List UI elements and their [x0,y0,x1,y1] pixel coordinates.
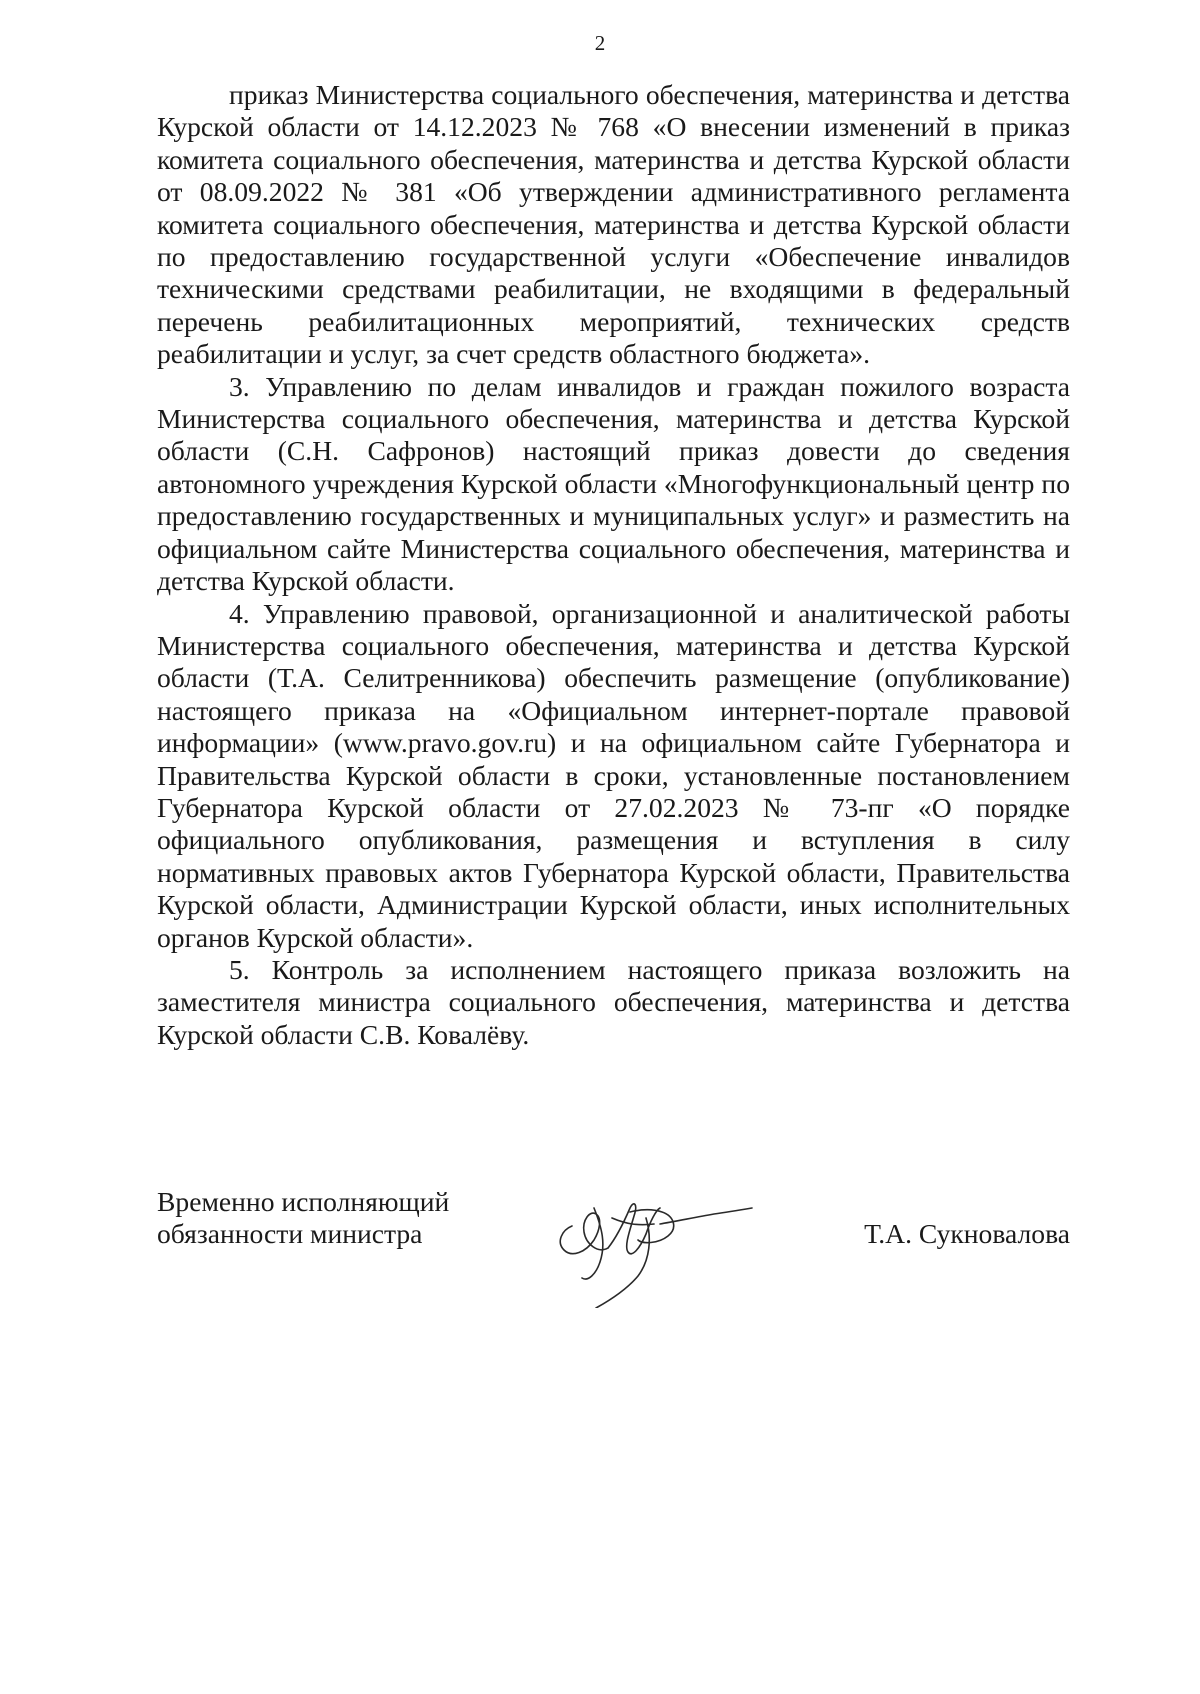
document-body [157,79,1070,1051]
signature-block [157,1186,1070,1326]
page-number: 2 [594,31,606,55]
paragraph-continuation: приказ Министерства социального обеспечения, материнства и детства Курской области от 14.12.2023 № 768 «О внесении изменений в приказ комитета социального обеспечения, материнства и детства Курской области от 08.09.2022 № 381 «Об утверждении административного регламента комитета социального обеспечения, материнства и детства Курской области по предоставлению государственной услуги «Обеспечение инвалидов техническими средствами реабилитации, не входящими в федеральный перечень реабилитационных мероприятий, технических средств реабилитации и услуг, за счет средств областного бюджета». [157,79,1070,370]
handwritten-signature [542,1178,762,1308]
signer-name: Т.А. Сукновалова [864,1218,1070,1249]
signer-title-line-2: обязанности министра [157,1218,423,1250]
paragraph-item-5: 5. Контроль за исполнением настоящего приказа возложить на заместителя министра социального обеспечения, материнства и детства Курской области С.В. Ковалёву. [157,953,1070,1050]
signer-title-line-1: Временно исполняющий [157,1186,450,1217]
signer-title [157,1186,557,1251]
paragraph-item-3: 3. Управлению по делам инвалидов и граждан пожилого возраста Министерства социального обеспечения, материнства и детства Курской области (С.Н. Сафронов) настоящий приказ довести до сведения автономного учреждения Курской области «Многофункциональный центр по предоставлению государственных и муниципальных услуг» и разместить на официальном сайте Министерства социального обеспечения, материнства и детства Курской области. [157,370,1070,597]
paragraph-item-4: 4. Управлению правовой, организационной и аналитической работы Министерства социального обеспечения, материнства и детства Курской области (Т.А. Селитренникова) обеспечить размещение (опубликование) настоящего приказа на «Официальном интернет-портале правовой информации» (www.pravo.gov.ru) и на официальном сайте Губернатора и Правительства Курской области в сроки, установленные постановлением Губернатора Курской области от 27.02.2023 № 73-пг «О порядке официального опубликования, размещения и вступления в силу нормативных правовых актов Губернатора Курской области, Правительства Курской области, Администрации Курской области, иных исполнительных органов Курской области». [157,597,1070,953]
